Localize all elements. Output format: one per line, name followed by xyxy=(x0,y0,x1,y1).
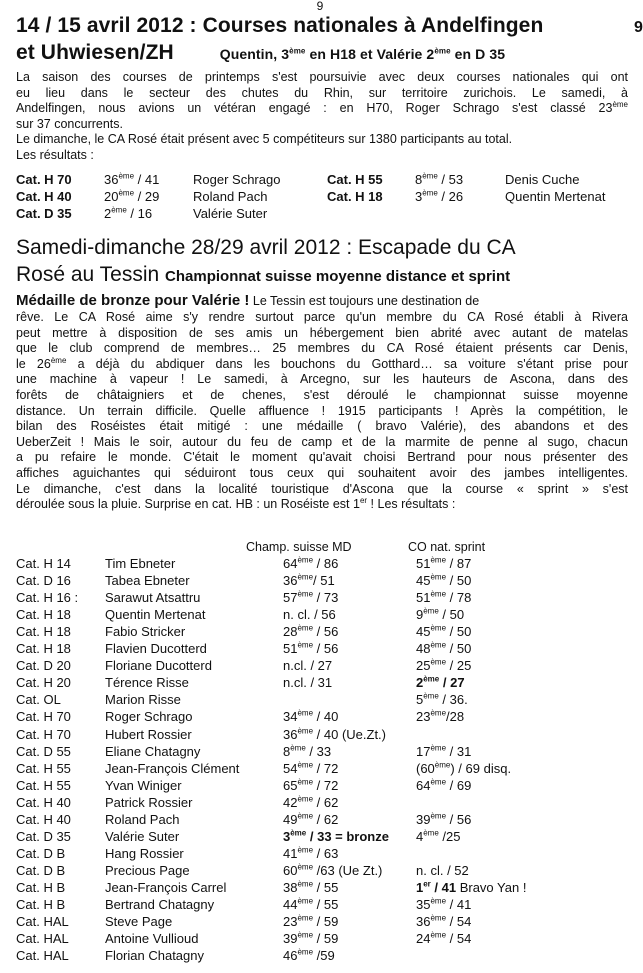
result-sprint: n. cl. / 52 xyxy=(416,862,469,878)
result-md: 39ème / 59 xyxy=(283,930,339,947)
result-name: Eliane Chatagny xyxy=(105,743,201,759)
result-category: Cat. H 40 xyxy=(16,794,71,810)
result-name: Sarawut Atsattru xyxy=(105,590,201,606)
edge-page-number: 9 xyxy=(634,19,643,36)
result-name: Hubert Rossier xyxy=(105,726,192,742)
column-header-sprint: CO nat. sprint xyxy=(408,540,486,554)
paragraph-line: Le dimanche, le CA Rosé était présent avec 5 compétiteurs sur 1380 participants au total. xyxy=(16,132,513,147)
section2-subtitle: Championnat suisse moyenne distance et sprint xyxy=(165,268,511,285)
paragraph-line: distance. Un terrain difficile. Quelle affluence ! 1915 participants ! Après la compétition, le xyxy=(16,403,628,418)
section1-title-line1: 14 / 15 avril 2012 : Courses nationales à Andelfingen xyxy=(16,14,544,37)
result-name: Jean-François Carrel xyxy=(105,879,227,895)
result-name: Valérie Suter xyxy=(105,828,180,844)
section2-paragraph xyxy=(16,310,628,513)
result-name: Fabio Stricker xyxy=(105,624,186,640)
result-category: Cat. HAL xyxy=(16,914,69,930)
result-name: Jean-François Clément xyxy=(105,760,240,776)
result-name: Flavien Ducotterd xyxy=(105,641,207,657)
result-name: Antoine Vullioud xyxy=(105,931,199,947)
result-name: Patrick Rossier xyxy=(105,794,193,810)
paragraph-line: le 26ème a déjà du abdiquer dans les bouchons du Gotthard… sa voiture s'étant prise pour xyxy=(16,355,628,371)
paragraph-line: bilan des Roséistes était mitigé : une médaille ( bravo Valérie), des abandons et des xyxy=(16,419,628,434)
result-category: Cat. HAL xyxy=(16,931,69,947)
result-sprint: 45ème / 50 xyxy=(416,623,472,640)
result-name: Roland Pach xyxy=(105,811,180,827)
result-category: Cat. D 20 xyxy=(16,658,71,674)
result-category: Cat. HAL xyxy=(16,948,69,964)
result-name: Quentin Mertenat xyxy=(505,189,606,204)
page-number: 9 xyxy=(316,0,324,13)
result-md: 8ème / 33 xyxy=(283,743,332,759)
result-sprint: 39ème / 56 xyxy=(416,811,472,827)
result-category: Cat. H 18 xyxy=(16,607,71,623)
result-name: Precious Page xyxy=(105,862,190,878)
result-category: Cat. H 40 xyxy=(16,189,72,204)
section2-title-line2: Rosé au Tessin Championnat suisse moyenne distance et sprint xyxy=(16,263,511,286)
result-sprint: 51ème / 78 xyxy=(416,589,472,606)
paragraph-line: Le dimanche, c'est dans la localité touristique d'Ascona que la course « sprint » s'est xyxy=(16,481,628,496)
result-name: Denis Cuche xyxy=(505,172,580,187)
result-category: Cat. D 35 xyxy=(16,206,72,221)
result-sprint: 64ème / 69 xyxy=(416,777,472,793)
result-md: n.cl. / 31 xyxy=(283,675,333,691)
paragraph-line: affiches aguichantes qui séduiront tous ceux qui souhaitent avoir des jambes intelligentes. xyxy=(16,465,628,480)
result-name: Tabea Ebneter xyxy=(105,573,190,589)
result-md: 54ème / 72 xyxy=(283,760,339,776)
result-md: 42ème / 62 xyxy=(283,794,339,810)
result-category: Cat. D 35 xyxy=(16,828,71,844)
section2-paragraph-start: Le Tessin est toujours une destination de xyxy=(249,294,480,308)
paragraph-line: eu lieu dans le secteur des chutes du Rhin, sur territoire zurichois. Le samedi, à xyxy=(16,85,628,100)
result-category: Cat. D 55 xyxy=(16,743,71,759)
result-md: n.cl. / 27 xyxy=(283,658,333,674)
result-name: Hang Rossier xyxy=(105,845,184,861)
result-md: n. cl. / 56 xyxy=(283,607,336,623)
section2-medal-headline: Médaille de bronze pour Valérie ! xyxy=(16,292,250,309)
result-category: Cat. D B xyxy=(16,862,66,878)
result-sprint: 24ème / 54 xyxy=(416,930,472,947)
result-category: Cat. H 55 xyxy=(327,172,383,187)
result-category: Cat. H 55 xyxy=(16,760,71,776)
result-name: Roger Schrago xyxy=(105,709,193,725)
result-md: 3ème / 33 = bronze xyxy=(283,828,389,844)
result-name: Florian Chatagny xyxy=(105,948,204,964)
result-category: Cat. H 18 xyxy=(16,624,71,640)
paragraph-line: La saison des courses de printemps s'est poursuivie avec deux courses nationales qui ont xyxy=(16,70,628,84)
column-header-md: Champ. suisse MD xyxy=(246,540,352,554)
result-sprint: 48ème / 50 xyxy=(416,640,472,657)
result-sprint: 23ème/28 xyxy=(416,709,465,725)
result-sprint: (60ème) / 69 disq. xyxy=(416,760,512,776)
paragraph-line: que le club comprend de membres… 25 membres du CA Rosé étaient présents car Denis, xyxy=(16,341,628,356)
result-category: Cat. H 14 xyxy=(16,556,71,571)
result-sprint: 9ème / 50 xyxy=(416,606,465,623)
result-sprint: 45ème / 50 xyxy=(416,572,472,589)
paragraph-line: a pu refaire le monde. C'était le moment qu'avait choisi Bertrand pour nous présenter des xyxy=(16,450,628,465)
result-category: Cat. H B xyxy=(16,879,66,895)
result-rank: 20ème / 29 xyxy=(104,188,160,204)
result-category: Cat. D B xyxy=(16,845,66,861)
result-name: Quentin Mertenat xyxy=(105,607,206,623)
result-sprint: 17ème / 31 xyxy=(416,743,472,759)
result-md: 36ème/ 51 xyxy=(283,572,335,589)
section1-paragraph xyxy=(16,70,628,164)
result-sprint: 36ème / 54 xyxy=(416,913,472,930)
result-name: Bertrand Chatagny xyxy=(105,897,215,912)
result-category: Cat. H 40 xyxy=(16,811,71,827)
paragraph-line: forêts de châtaigniers et de chenes, s'est déroulé le championnat suisse moyenne xyxy=(16,387,628,402)
result-category: Cat. H 16 : xyxy=(16,590,79,606)
result-md: 49ème / 62 xyxy=(283,811,339,827)
result-sprint: 2ème / 27 xyxy=(416,675,465,691)
result-md: 51ème / 56 xyxy=(283,640,339,657)
result-md: 65ème / 72 xyxy=(283,777,339,793)
result-rank: 8ème / 53 xyxy=(415,171,464,187)
paragraph-line: peut mettre à disposition de ses amis un hébergement bien abrité avec autant de matelas xyxy=(16,325,628,340)
result-md: 57ème / 73 xyxy=(283,589,339,606)
result-category: Cat. D 16 xyxy=(16,573,71,589)
result-name: Térence Risse xyxy=(105,675,189,691)
result-name: Yvan Winiger xyxy=(105,777,182,793)
result-category: Cat. H 18 xyxy=(16,641,71,657)
paragraph-line: sur 37 concurrents. xyxy=(16,116,123,131)
result-md: 60ème /63 (Ue Zt.) xyxy=(283,862,383,878)
result-category: Cat. H 20 xyxy=(16,675,71,691)
result-rank: 3ème / 26 xyxy=(415,188,464,204)
result-sprint: 35ème / 41 xyxy=(416,896,472,912)
result-name: Roger Schrago xyxy=(193,172,281,187)
paragraph-line: rêve. Le CA Rosé aime s'y rendre surtout parce qu'un membre du CA Rosé établi à Rivera xyxy=(16,310,628,324)
section1-subtitle: Quentin, 3ème en H18 et Valérie 2ème en D 35 xyxy=(219,46,506,62)
result-sprint: 4ème /25 xyxy=(416,828,461,844)
result-md: 36ème / 40 (Ue.Zt.) xyxy=(283,726,386,742)
section1-title-line2 xyxy=(16,41,505,65)
paragraph-line: une machine à vapeur ! Le samedi, à Arcegno, sur les hauteurs de Ascona, dans des xyxy=(16,372,628,387)
paragraph-line: UeberZeit ! Mais le soir, autour du feu de camp et de la marmite de penne al sugo, chacun xyxy=(16,434,628,449)
result-md: 38ème / 55 xyxy=(283,879,339,895)
result-rank: 36ème / 41 xyxy=(104,171,160,187)
result-md: 41ème / 63 xyxy=(283,845,339,861)
result-name: Steve Page xyxy=(105,914,173,930)
result-category: Cat. H 70 xyxy=(16,172,72,187)
result-category: Cat. H 55 xyxy=(16,777,71,793)
paragraph-line: Les résultats : xyxy=(16,147,94,162)
result-md: 23ème / 59 xyxy=(283,913,339,930)
result-name: Roland Pach xyxy=(193,189,268,204)
paragraph-line: Andelfingen, nous avions un vétéran engagé : en H70, Roger Schrago s'est classé 23ème xyxy=(16,100,628,116)
result-sprint: 25ème / 25 xyxy=(416,657,472,674)
result-name: Marion Risse xyxy=(105,692,181,708)
result-name: Floriane Ducotterd xyxy=(105,658,212,674)
section2-title-line3 xyxy=(16,292,628,309)
result-category: Cat. H B xyxy=(16,897,66,912)
result-md: 44ème / 55 xyxy=(283,896,339,912)
result-md: 46ème /59 xyxy=(283,947,335,964)
result-sprint: 51ème / 87 xyxy=(416,555,472,571)
result-name: Valérie Suter xyxy=(193,206,268,221)
result-category: Cat. H 70 xyxy=(16,709,71,725)
result-md: 34ème / 40 xyxy=(283,709,339,725)
result-sprint: 1er / 41 Bravo Yan ! xyxy=(416,879,527,895)
paragraph-line: déroulée sous la pluie. Surprise en cat. HB : un Roséiste est 1er ! Les résultats : xyxy=(16,495,456,512)
result-md: 64ème / 86 xyxy=(283,555,339,571)
result-category: Cat. OL xyxy=(16,692,61,708)
result-rank: 2ème / 16 xyxy=(104,205,153,221)
result-md: 28ème / 56 xyxy=(283,623,339,640)
result-sprint: 5ème / 36. xyxy=(416,692,468,708)
result-category: Cat. H 18 xyxy=(327,189,383,204)
section1-title-location: et Uhwiesen/ZH xyxy=(16,41,174,64)
section2-title-line1: Samedi-dimanche 28/29 avril 2012 : Escapade du CA xyxy=(16,236,516,259)
result-name: Tim Ebneter xyxy=(105,556,176,571)
result-category: Cat. H 70 xyxy=(16,726,71,742)
